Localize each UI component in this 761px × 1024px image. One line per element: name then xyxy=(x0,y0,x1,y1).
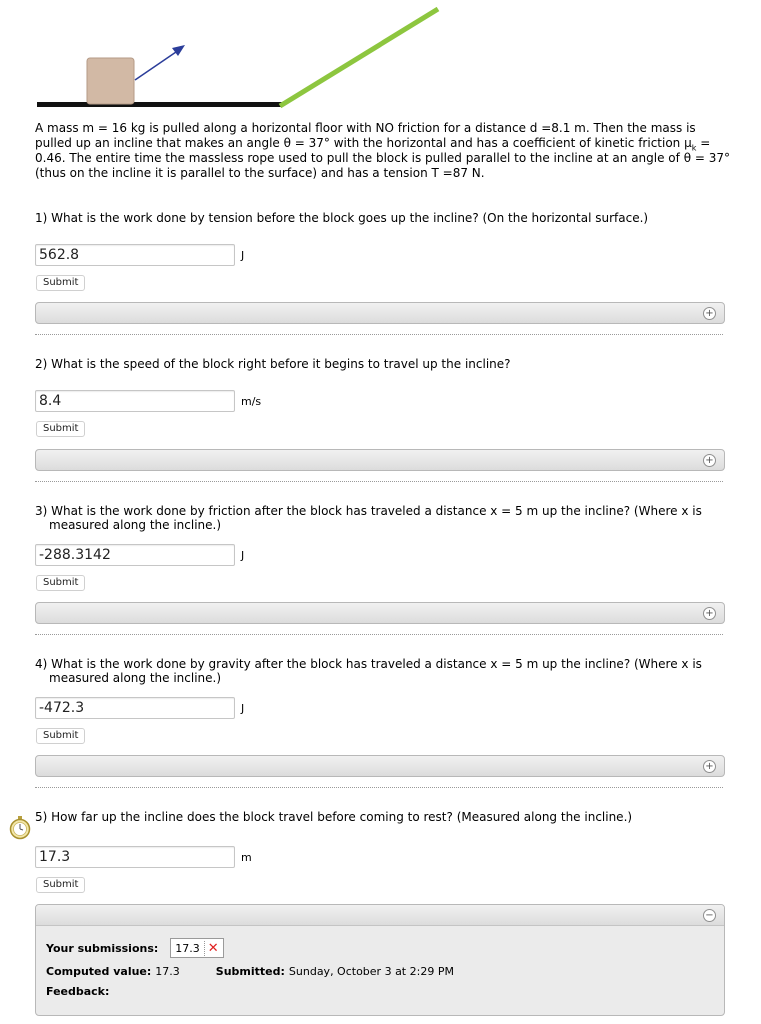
question-text: 5) How far up the incline does the block travel before coming to rest? (Measured along the incline.) xyxy=(35,810,633,824)
floor-line xyxy=(37,102,282,107)
unit-label: J xyxy=(241,248,245,262)
feedback-expander[interactable] xyxy=(35,602,725,624)
block xyxy=(87,58,134,104)
expand-icon[interactable]: + xyxy=(703,454,716,467)
submitted-time: Sunday, October 3 at 2:29 PM xyxy=(288,964,454,978)
submit-button[interactable]: Submit xyxy=(36,728,85,744)
answer-input[interactable] xyxy=(35,697,235,719)
question-text: 2) What is the speed of the block right before it begins to travel up the incline? xyxy=(35,357,511,371)
your-submissions-label: Your submissions: xyxy=(46,941,159,955)
unit-label: J xyxy=(241,548,245,562)
unit-label: J xyxy=(241,701,245,715)
submission-value: 17.3 xyxy=(175,941,200,955)
submit-button[interactable]: Submit xyxy=(36,421,85,437)
unit-label: m xyxy=(241,850,252,864)
computed-value: 17.3 xyxy=(155,964,180,978)
answer-input[interactable] xyxy=(35,544,235,566)
answer-input[interactable] xyxy=(35,244,235,266)
answer-input[interactable] xyxy=(35,846,235,868)
feedback-panel xyxy=(35,904,725,1016)
feedback-expander[interactable] xyxy=(35,755,725,777)
answer-input[interactable] xyxy=(35,390,235,412)
divider xyxy=(35,334,723,335)
question-text: 4) What is the work done by gravity after the block has traveled a distance x = 5 m up the incline? (Where x is measured along the incline.) xyxy=(35,657,702,685)
answer-row xyxy=(35,390,261,412)
feedback-panel-header[interactable] xyxy=(36,905,724,926)
answer-row xyxy=(35,244,244,266)
submit-button[interactable]: Submit xyxy=(36,877,85,893)
stopwatch-icon xyxy=(9,816,31,840)
submit-button[interactable]: Submit xyxy=(36,275,85,291)
question-4 xyxy=(35,657,735,772)
unit-label: m/s xyxy=(241,394,262,408)
computed-label: Computed value: xyxy=(46,964,152,978)
computed-line xyxy=(46,961,724,981)
feedback-expander[interactable] xyxy=(35,449,725,471)
question-text: 1) What is the work done by tension before the block goes up the incline? (On the horizontal surface.) xyxy=(35,211,649,225)
tension-arrow-shaft xyxy=(135,52,176,80)
submission-chip xyxy=(170,938,223,958)
answer-row xyxy=(35,544,244,566)
feedback-line xyxy=(46,981,724,1001)
submissions-line xyxy=(46,937,724,959)
divider xyxy=(35,634,723,635)
collapse-icon[interactable]: − xyxy=(703,909,716,922)
expand-icon[interactable]: + xyxy=(703,307,716,320)
feedback-label: Feedback: xyxy=(46,984,110,998)
incline-line xyxy=(280,9,438,106)
incline-figure xyxy=(0,0,761,118)
feedback-expander[interactable] xyxy=(35,302,725,324)
question-1 xyxy=(35,211,735,319)
question-text: 3) What is the work done by friction after the block has traveled a distance x = 5 m up the incline? (Where x is measured along the incline.) xyxy=(35,504,702,532)
question-3 xyxy=(35,504,735,619)
feedback-panel-body xyxy=(36,926,724,1001)
divider xyxy=(35,481,723,482)
answer-row xyxy=(35,846,252,868)
question-5 xyxy=(35,810,735,998)
submitted-label: Submitted: xyxy=(215,964,285,978)
divider xyxy=(35,787,723,788)
answer-row xyxy=(35,697,244,719)
expand-icon[interactable]: + xyxy=(703,607,716,620)
expand-icon[interactable]: + xyxy=(703,760,716,773)
submit-button[interactable]: Submit xyxy=(36,575,85,591)
problem-statement: A mass m = 16 kg is pulled along a horizontal floor with NO friction for a distance d =8.1 m. Then the mass is pulled up an incline that makes an angle θ = 37° with the horizontal and has a coefficient of kinetic friction $\mu_k = 0.46$. The entire time the massless rope used to pull the block is pulled parallel to the incline at an angle of θ = 37° (thus on the incline it is parallel to the surface) and has a tension T =87 N. xyxy=(35,121,730,180)
tension-arrow-head xyxy=(172,45,185,56)
question-2 xyxy=(35,357,735,466)
incorrect-x-icon: ✕ xyxy=(204,941,219,956)
